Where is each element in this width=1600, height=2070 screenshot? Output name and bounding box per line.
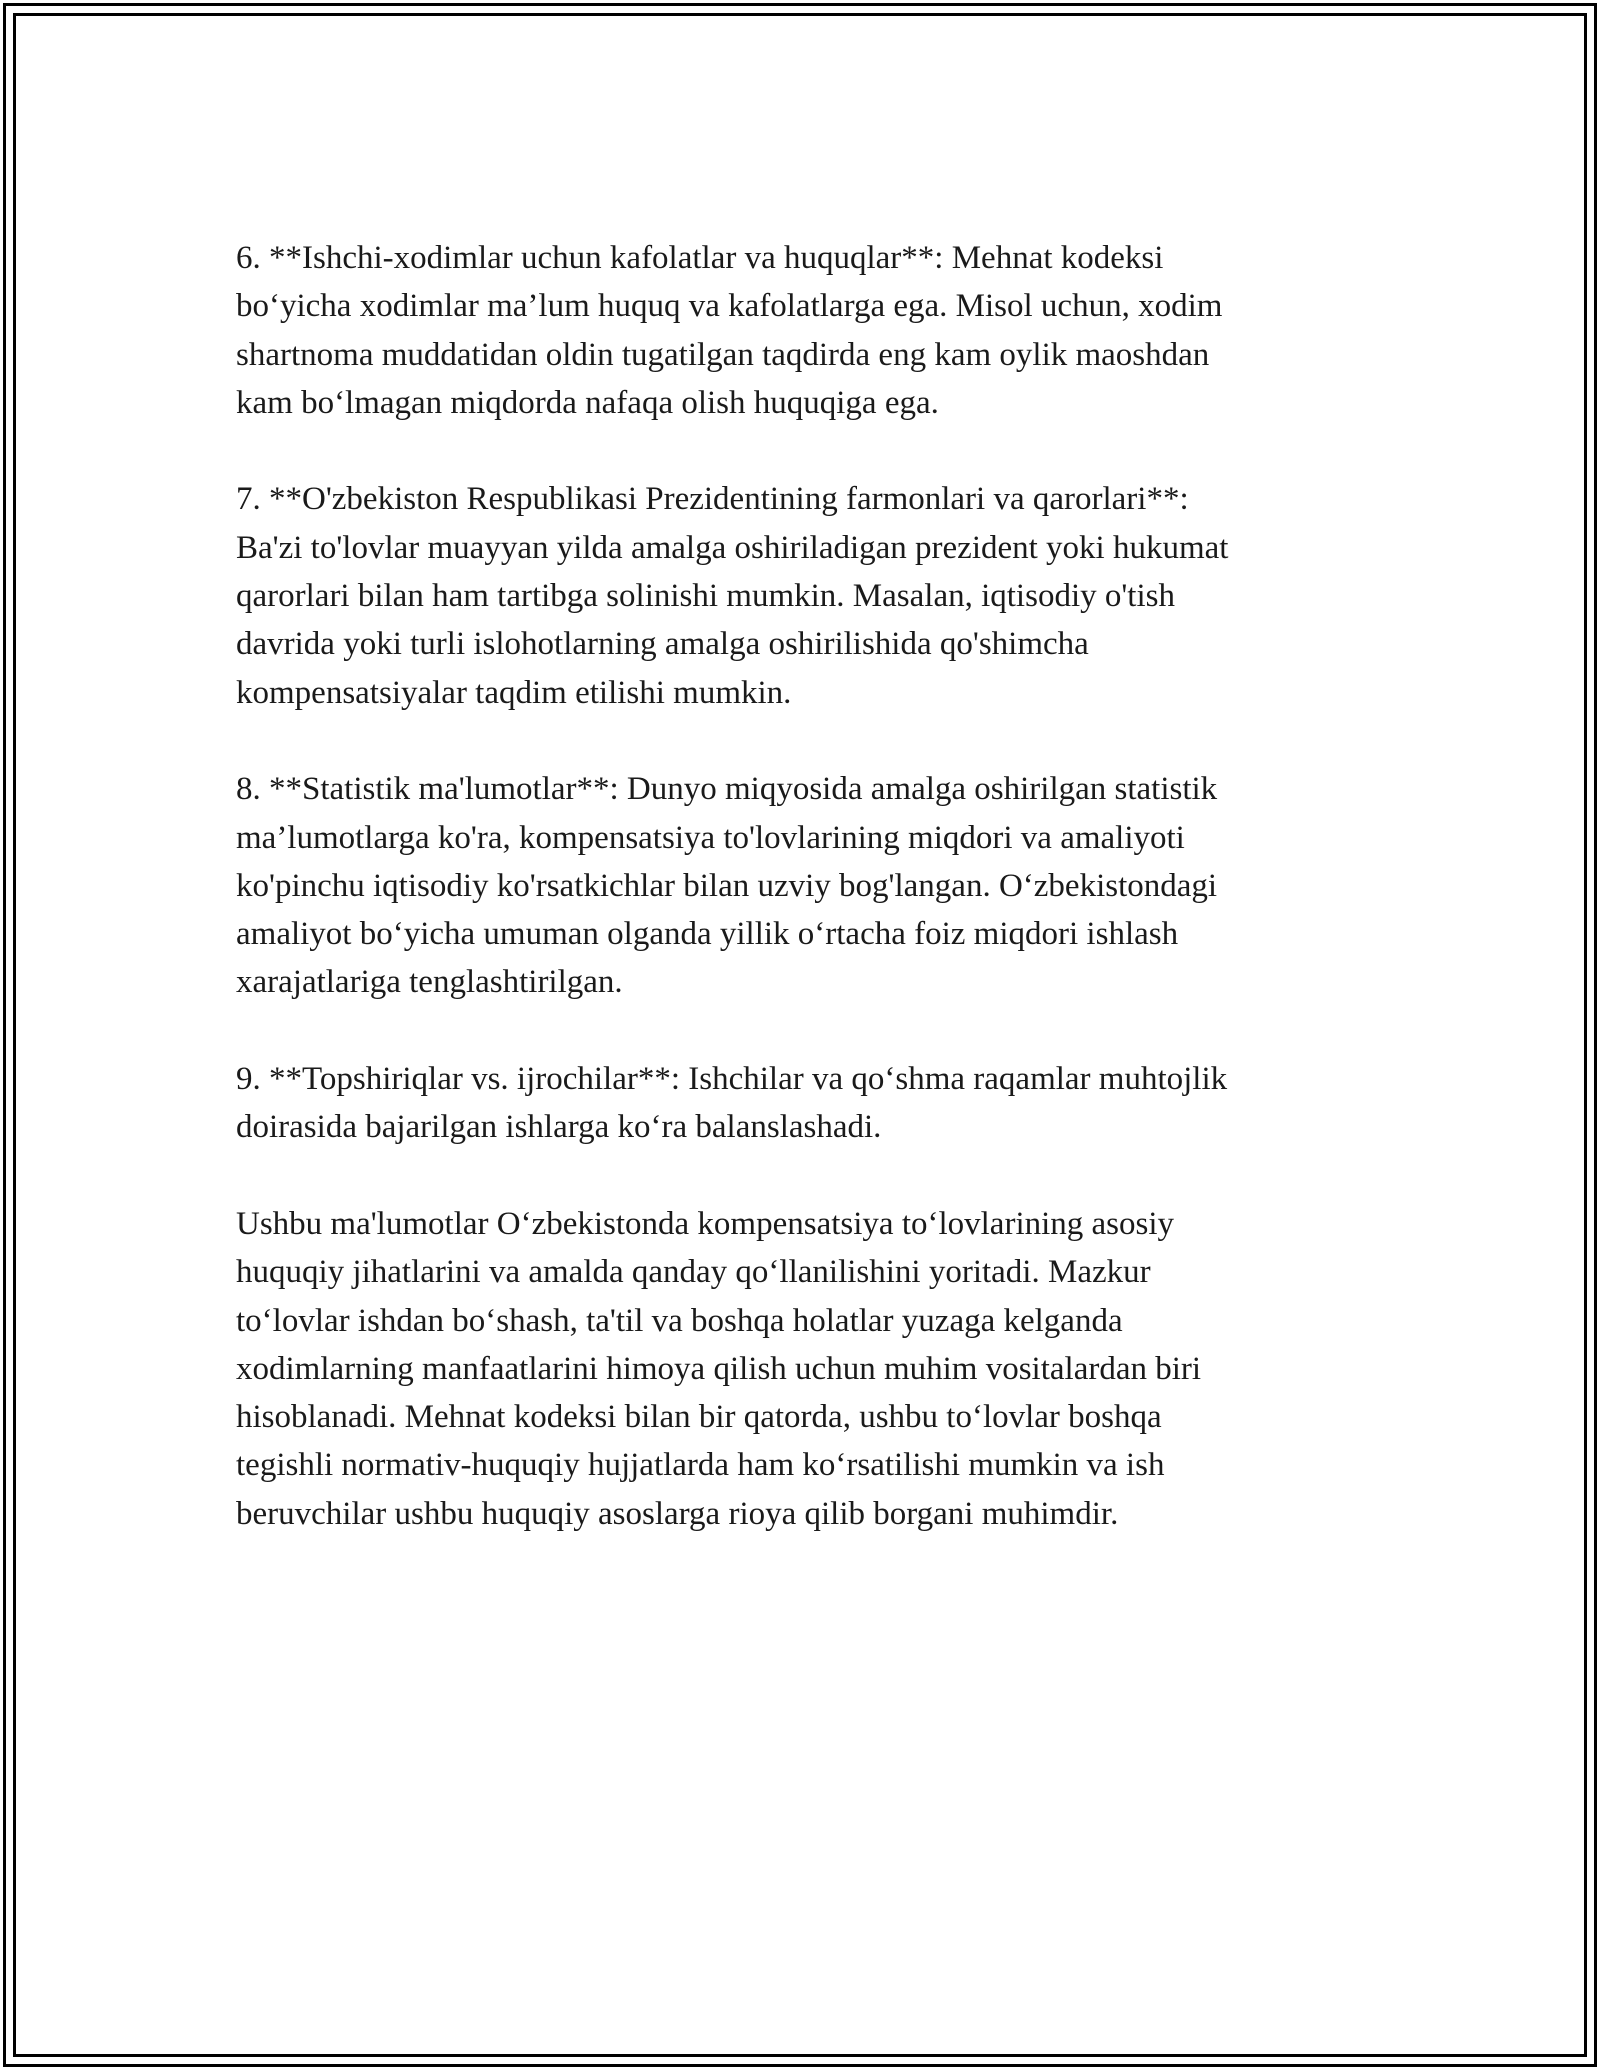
text-line: kompensatsiyalar taqdim etilishi mumkin. xyxy=(236,674,792,711)
text-line: 9. **Topshiriqlar vs. ijrochilar**: Ishchilar va qo‘shma raqamlar muhtojlik xyxy=(236,1061,1228,1098)
text-line: 8. **Statistik ma'lumotlar**: Dunyo miqyosida amalga oshirilgan statistik xyxy=(236,771,1218,808)
text-line: ma’lumotlarga ko'ra, kompensatsiya to'lovlarining miqdori va amaliyoti xyxy=(236,819,1185,856)
text-line: davrida yoki turli islohotlarning amalga oshirilishida qo'shimcha xyxy=(236,626,1089,663)
text-line: amaliyot bo‘yicha umuman olganda yillik o‘rtacha foiz miqdori ishlash xyxy=(236,916,1179,953)
paragraph-item-8 xyxy=(236,765,1366,1006)
text-line: 6. **Ishchi-xodimlar uchun kafolatlar va huquqlar**: Mehnat kodeksi xyxy=(236,240,1164,276)
text-line: kam bo‘lmagan miqdorda nafaqa olish huquqiga ega. xyxy=(236,384,939,421)
text-line: beruvchilar ushbu huquqiy asoslarga rioya qilib borgani muhimdir. xyxy=(236,1495,1119,1532)
text-line: huquqiy jihatlarini va amalda qanday qo‘llanilishini yoritadi. Mazkur xyxy=(236,1254,1151,1291)
paragraph-item-6 xyxy=(236,234,1366,427)
text-line: doirasida bajarilgan ishlarga ko‘ra balanslashadi. xyxy=(236,1109,882,1146)
text-line: xarajatlariga tenglashtirilgan. xyxy=(236,964,623,1001)
text-line: xodimlarning manfaatlarini himoya qilish uchun muhim vositalardan biri xyxy=(236,1350,1202,1387)
text-line: tegishli normativ-huquqiy hujjatlarda ham ko‘rsatilishi mumkin va ish xyxy=(236,1447,1165,1484)
text-line: bo‘yicha xodimlar ma’lum huquq va kafolatlarga ega. Misol uchun, xodim xyxy=(236,288,1223,325)
text-line: ko'pinchu iqtisodiy ko'rsatkichlar bilan uzviy bog'langan. O‘zbekistondagi xyxy=(236,867,1218,904)
text-line: hisoblanadi. Mehnat kodeksi bilan bir qatorda, ushbu to‘lovlar boshqa xyxy=(236,1399,1162,1436)
paragraph-item-7 xyxy=(236,475,1366,716)
text-line: Ushbu ma'lumotlar O‘zbekistonda kompensatsiya to‘lovlarining asosiy xyxy=(236,1205,1175,1242)
text-line: qarorlari bilan ham tartibga solinishi mumkin. Masalan, iqtisodiy o'tish xyxy=(236,578,1175,615)
text-line: Ba'zi to'lovlar muayyan yilda amalga oshiriladigan prezident yoki hukumat xyxy=(236,529,1229,566)
paragraph-item-9 xyxy=(236,1055,1366,1152)
text-line: 7. **O'zbekiston Respublikasi Prezidentining farmonlari va qarorlari**: xyxy=(236,481,1189,518)
paragraph-conclusion xyxy=(236,1200,1366,1538)
text-line: shartnoma muddatidan oldin tugatilgan taqdirda eng kam oylik maoshdan xyxy=(236,336,1210,373)
text-line: to‘lovlar ishdan bo‘shash, ta'til va boshqa holatlar yuzaga kelganda xyxy=(236,1302,1123,1339)
document-body xyxy=(236,234,1366,1586)
